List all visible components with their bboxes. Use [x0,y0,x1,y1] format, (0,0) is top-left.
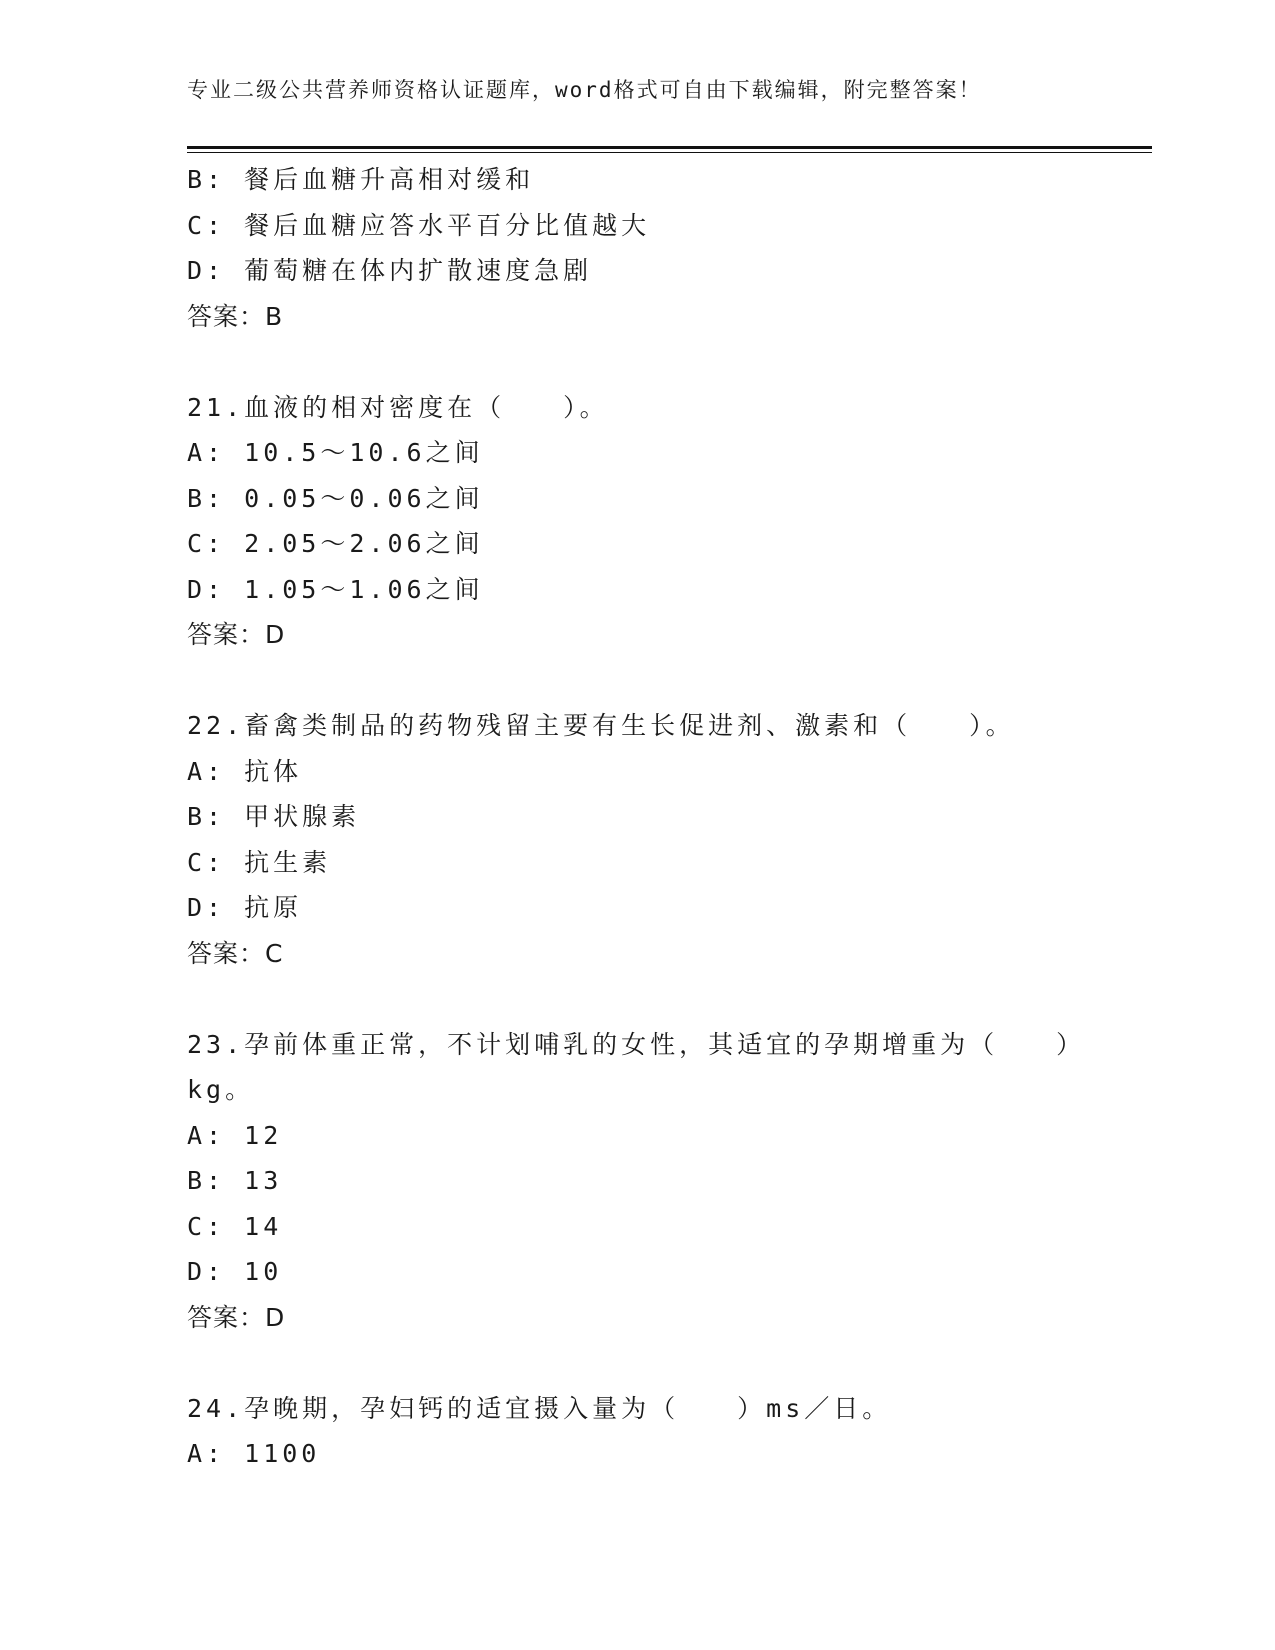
option-a: A: 抗体 [187,756,303,786]
option-a: A: 1100 [187,1439,321,1468]
question-23 [187,1022,1152,1341]
spacer [187,1340,1152,1386]
question-stem: 23.孕前体重正常，不计划哺乳的女性，其适宜的孕期增重为（ ） [187,1029,1086,1059]
option-a: A: 12 [187,1120,283,1150]
spacer [187,658,1152,704]
header-rule-thick [187,146,1152,149]
option-a: A: 10.5～10.6之间 [187,438,484,467]
document-header: 专业二级公共营养师资格认证题库，word格式可自由下载编辑，附完整答案！ [187,78,982,102]
spacer [187,976,1152,1022]
spacer [187,339,1152,385]
option-c: C: 抗生素 [187,847,332,877]
option-b: B: 13 [187,1166,283,1195]
answer: 答案：D [187,1302,286,1332]
question-20-continued [187,157,1152,339]
question-24 [187,1386,1152,1477]
option-b: B: 餐后血糖升高相对缓和 [187,165,535,194]
option-d: D: 葡萄糖在体内扩散速度急剧 [187,256,593,285]
option-c: C: 14 [187,1211,283,1241]
option-b: B: 0.05～0.06之间 [187,483,484,513]
question-list [187,157,1152,1477]
option-c: C: 餐后血糖应答水平百分比值越大 [187,210,651,240]
answer: 答案：B [187,301,284,331]
header-rule-thin [187,152,1152,153]
option-d: D: 抗原 [187,893,303,922]
option-b: B: 甲状腺素 [187,802,361,831]
question-stem: 24.孕晚期，孕妇钙的适宜摄入量为（ ）ms／日。 [187,1393,892,1423]
answer: 答案：D [187,620,286,649]
question-stem: 22.畜禽类制品的药物残留主要有生长促进剂、激素和（ ）。 [187,711,1015,740]
option-c: C: 2.05～2.06之间 [187,529,484,558]
option-d: D: 1.05～1.06之间 [187,574,484,604]
question-stem-continued: kg。 [187,1075,255,1104]
option-d: D: 10 [187,1257,283,1286]
answer: 答案：C [187,938,284,968]
question-stem: 21.血液的相对密度在（ ）。 [187,392,609,422]
question-21 [187,385,1152,658]
question-22 [187,703,1152,976]
